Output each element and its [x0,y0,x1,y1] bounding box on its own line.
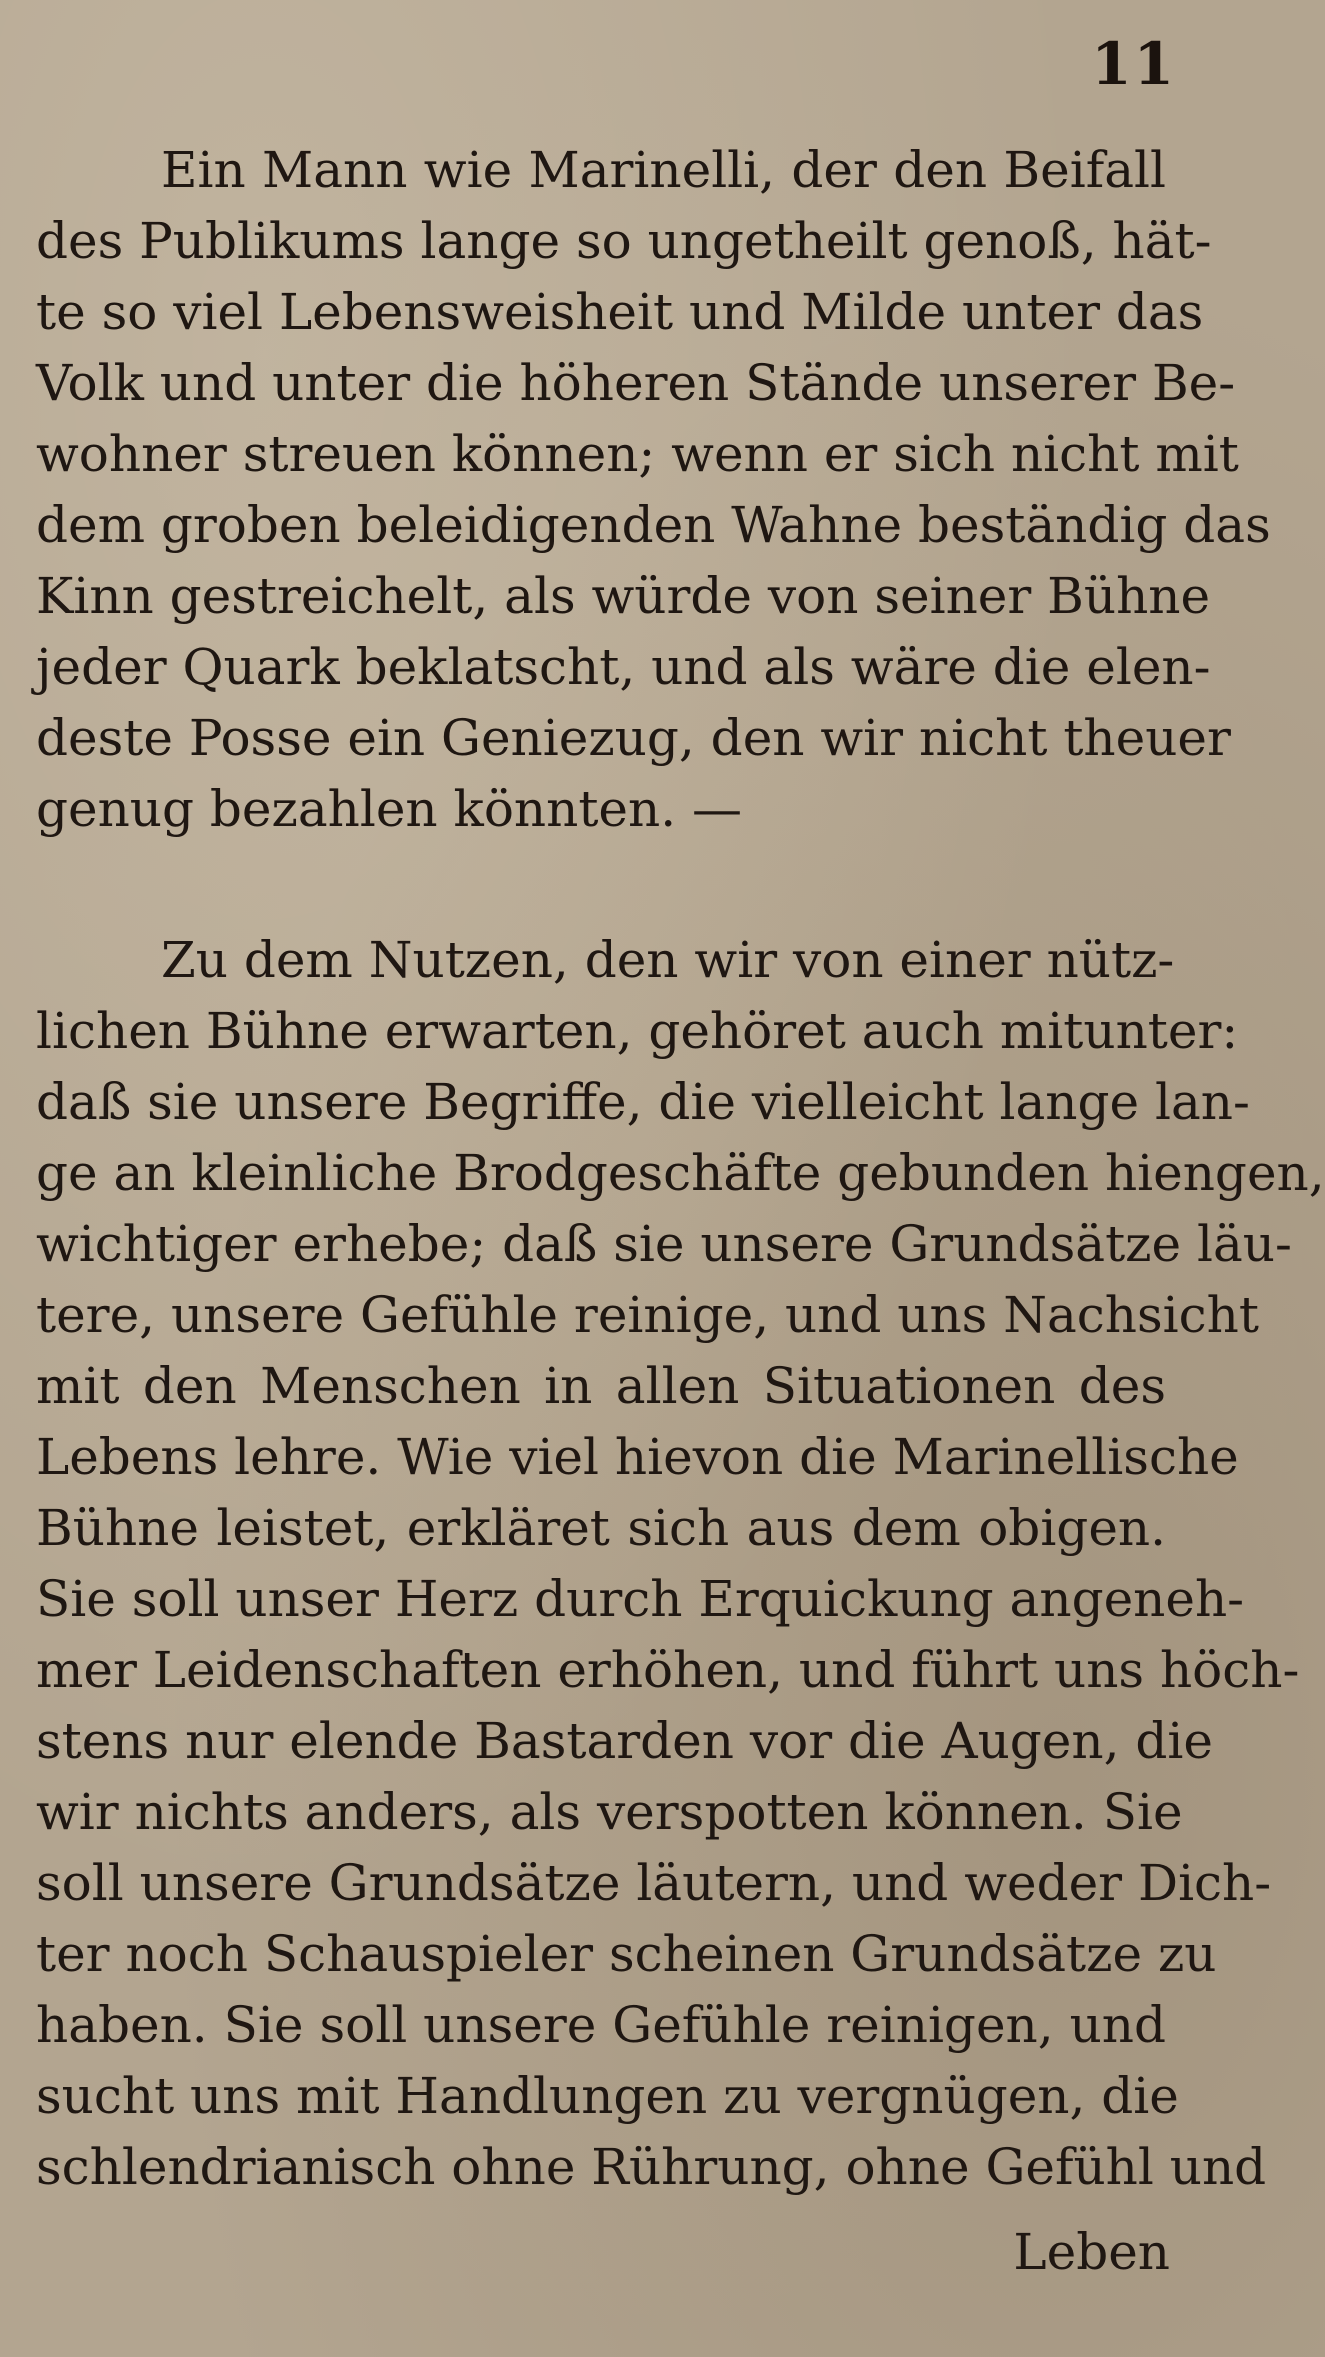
text-line: deste Posse ein Geniezug, den wir nicht theuer [36,709,1231,767]
text-line: stens nur elende Bastarden vor die Augen, die [36,1712,1213,1770]
text-line: sucht uns mit Handlungen zu vergnügen, die [36,2067,1179,2125]
text-line: wir nichts anders, als verspotten können. Sie [36,1783,1183,1841]
text-line: Bühne leistet, erkläret sich aus dem obigen. [36,1499,1166,1557]
paragraph-2 [36,925,1325,2203]
text-line: mer Leidenschaften erhöhen, und führt uns höch- [36,1641,1300,1699]
text-line: des Publikums lange so ungetheilt genoß, hät- [36,212,1212,270]
text-line: jeder Quark beklatscht, und als wäre die elen- [36,638,1211,696]
text-line: daß sie unsere Begriffe, die vielleicht lange lan- [36,1073,1250,1131]
page-number: 11 [1091,30,1176,98]
text-line: haben. Sie soll unsere Gefühle reinigen, und [36,1996,1166,2054]
text-line: tere, unsere Gefühle reinige, und uns Nachsicht [36,1286,1259,1344]
text-line: ter noch Schauspieler scheinen Grundsätze zu [36,1925,1217,1983]
text-line: Sie soll unser Herz durch Erquickung angeneh- [36,1570,1245,1628]
text-line: Lebens lehre. Wie viel hievon die Marinellische [36,1428,1239,1486]
text-line: Kinn gestreichelt, als würde von seiner Bühne [36,567,1211,625]
text-line: wichtiger erhebe; daß sie unsere Grundsätze läu- [36,1215,1292,1273]
text-line: mit den Menschen in allen Situationen des [36,1357,1166,1415]
text-line: soll unsere Grundsätze läutern, und weder Dich- [36,1854,1272,1912]
text-line: te so viel Lebensweisheit und Milde unter das [36,283,1204,341]
text-line: genug bezahlen könnten. — [36,780,743,838]
text-line: schlendrianisch ohne Rührung, ohne Gefühl und [36,2138,1267,2196]
text-line: lichen Bühne erwarten, gehöret auch mitunter: [36,1002,1239,1060]
text-line: dem groben beleidigenden Wahne beständig das [36,496,1271,554]
text-line: Ein Mann wie Marinelli, der den Beifall [161,141,1166,199]
text-line: ge an kleinliche Brodgeschäfte gebunden hiengen, [36,1144,1325,1202]
paragraph-1 [36,135,1271,845]
text-line: wohner streuen können; wenn er sich nicht mit [36,425,1239,483]
catchword: Leben [1013,2223,1170,2281]
text-line: Zu dem Nutzen, den wir von einer nütz- [161,931,1175,989]
text-line: Volk und unter die höheren Stände unserer Be- [36,354,1236,412]
